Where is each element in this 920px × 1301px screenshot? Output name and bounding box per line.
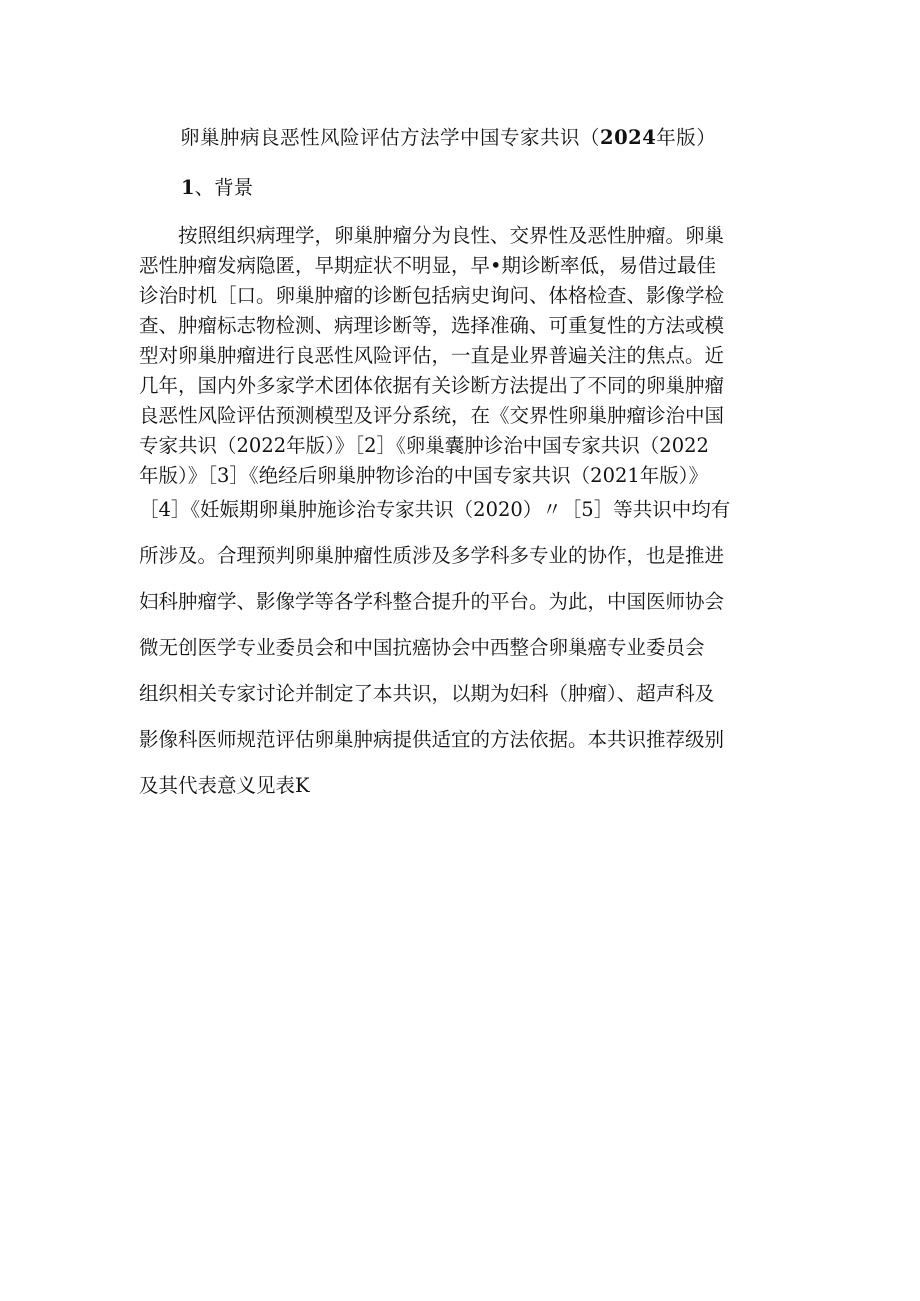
body-line: 诊治时机［口。卵巢肿瘤的诊断包括病史询问、体格检查、影像学检	[139, 284, 725, 307]
body-line: 良恶性风险评估预测模型及评分系统，在《交界性卵巢肿瘤诊治中国	[139, 404, 725, 427]
document-title-main: 卵巢肿病良恶性风险评估方法学中国专家共识（	[180, 126, 601, 149]
body-line: 微无创医学专业委员会和中国抗癌协会中西整合卵巢癌专业委员会	[139, 636, 705, 659]
section-heading	[181, 174, 253, 202]
body-line: 专家共识（2022年版）》［2］《卵巢囊肿诊治中国专家共识（2022	[139, 434, 709, 457]
body-line: 组织相关专家讨论并制定了本共识，以期为妇科（肿瘤）、超声科及	[139, 682, 715, 705]
document-title-suffix: 年版）	[656, 126, 717, 149]
body-paragraph-dense	[139, 221, 789, 491]
body-line: 按照组织病理学，卵巢肿瘤分为良性、交界性及恶性肿瘤。卵巢	[139, 224, 725, 247]
body-line: 所涉及。合理预判卵巢肿瘤性质涉及多学科多专业的协作，也是推进	[139, 544, 725, 567]
document-title-year: 2024	[600, 126, 657, 149]
body-line: 妇科肿瘤学、影像学等各学科整合提升的平台。为此，中国医师协会	[139, 590, 725, 613]
body-line: 几年，国内外多家学术团体依据有关诊断方法提出了不同的卵巢肿瘤	[139, 374, 725, 397]
section-heading-number: 1	[181, 176, 195, 199]
document-title	[180, 124, 820, 152]
body-line: ［4］《妊娠期卵巢肿施诊治专家共识（2020）〃［5］等共识中均有	[139, 498, 731, 521]
body-line: 影像科医师规范评估卵巢肿病提供适宜的方法依据。本共识推荐级别	[139, 728, 725, 751]
body-line: 型对卵巢肿瘤进行良恶性风险评估，一直是业界普遍关注的焦点。近	[139, 344, 725, 367]
section-heading-text: 、背景	[194, 176, 254, 199]
body-paragraph-loose	[139, 487, 789, 809]
body-line: 年版）》［3］《绝经后卵巢肿物诊治的中国专家共识（2021年版）》	[139, 464, 709, 487]
body-line: 恶性肿瘤发病隐匿，早期症状不明显，早•期诊断率低，易借过最佳	[139, 254, 717, 277]
body-line: 查、肿瘤标志物检测、病理诊断等，选择准确、可重复性的方法或模	[139, 314, 725, 337]
body-line: 及其代表意义见表K	[139, 774, 310, 797]
